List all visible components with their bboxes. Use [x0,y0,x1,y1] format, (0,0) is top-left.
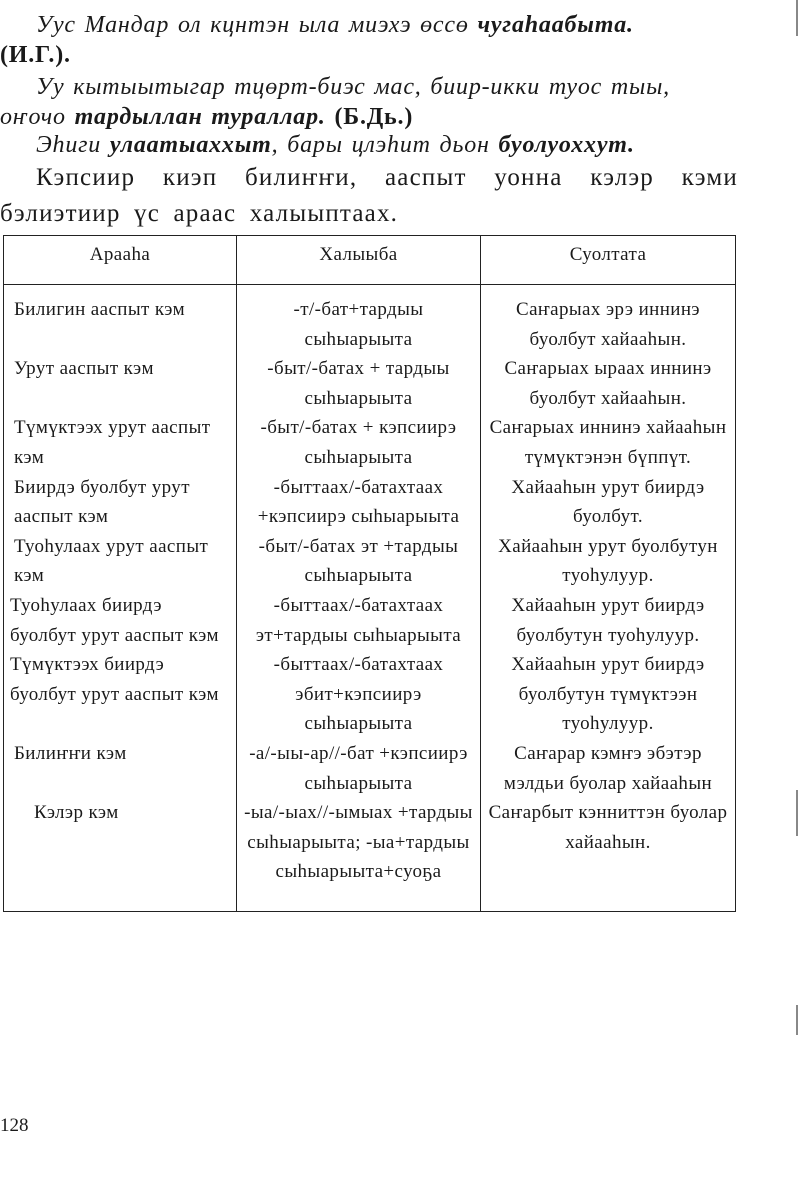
table-row [4,739,736,798]
tense-form: -ыа/-ыах//-ымыах +тардыы сыһыарыыта; -ыа+тардыы сыһыарыыта+суоҕа [237,798,481,911]
tense-name: Туоһулаах биирдэ буолбут урут ааспыт кэм [4,591,237,650]
table-row [4,354,736,413]
tense-form: -быт/-батах + кэпсиирэ сыһыарыыта [237,413,481,472]
tense-name: Биирдэ буолбут урут ааспыт кэм [4,473,237,532]
tense-meaning: Саҥарар кэмҥэ эбэтэр мэлдьи буолар хайааһын [481,739,736,798]
tense-form: -а/-ыы-ар//-бат +кэпсиирэ сыһыарыыта [237,739,481,798]
tense-meaning: Саҥарбыт кэнниттэн буолар хайааһын. [481,798,736,911]
scan-edge-mark [796,790,798,836]
example-1-source: (И.Г.). [0,42,71,68]
header-type: Арааһа [4,236,237,285]
table-row [4,473,736,532]
page-number: 128 [0,1115,29,1136]
tense-meaning: Саҥарыах эрэ иннинэ буолбут хайааһын. [481,285,736,355]
tense-form: -быттаах/-батахтаах эт+тардыы сыһыарыыта [237,591,481,650]
tense-meaning: Саҥарыах иннинэ хайааһын түмүктэнэн бүппүт. [481,413,736,472]
tense-form: -т/-бат+тардыы сыһыарыыта [237,285,481,355]
tense-meaning: Хайааһын урут буолбутун туоһулуур. [481,532,736,591]
tense-meaning: Хайааһын урут биирдэ буолбутун туоһулуур. [481,591,736,650]
tense-meaning: Хайааһын урут биирдэ буолбутун түмүктээн туоһулуур. [481,650,736,739]
table-row [4,591,736,650]
tense-name: Түмүктээх биирдэ буолбут урут ааспыт кэм [4,650,237,739]
table-row [4,532,736,591]
tense-name: Туоһулаах урут ааспыт кэм [4,532,237,591]
task-text: Кэпсиир киэп билиҥҥи, ааспыт уонна кэлэр кэми бэлиэтиир үс араас халыыптаах. [0,164,738,227]
tense-form: -быт/-батах эт +тардыы сыһыарыыта [237,532,481,591]
tense-form: -быт/-батах + тардыы сыһыарыыта [237,354,481,413]
tense-table [3,235,736,912]
tense-meaning: Саҥарыах ыраах иннинэ буолбут хайааһын. [481,354,736,413]
table-header-row [4,236,736,285]
example-2: Уу кытыытыгар тцөрт-биэс мас, биир-икки туос тыы, оҥочо тардыллан тураллар. (Б.Дь.) [0,74,670,130]
scan-edge-mark [796,1005,798,1035]
header-meaning: Суолтата [481,236,736,285]
tense-name: Кэлэр кэм [4,798,237,911]
tense-name: Урут ааспыт кэм [4,354,237,413]
table-row [4,650,736,739]
table-row [4,285,736,355]
example-3: Эһиги улаатыаххыт, бары цлэһит дьон буолуоххут. [36,132,635,158]
table-row [4,798,736,911]
tense-name: Билиҥҥи кэм [4,739,237,798]
tense-meaning: Хайааһын урут биирдэ буолбут. [481,473,736,532]
table-row [4,413,736,472]
tense-name: Билигин ааспыт кэм [4,285,237,355]
tense-name: Түмүктээх урут ааспыт кэм [4,413,237,472]
tense-form: -быттаах/-батахтаах +кэпсиирэ сыһыарыыта [237,473,481,532]
scan-edge-mark [796,0,798,36]
example-1: Уус Мандар ол кцнтэн ыла миэхэ өссө чугаһаабыта. [36,12,634,38]
header-form: Халыыба [237,236,481,285]
tense-form: -быттаах/-батахтаах эбит+кэпсиирэ сыһыарыыта [237,650,481,739]
